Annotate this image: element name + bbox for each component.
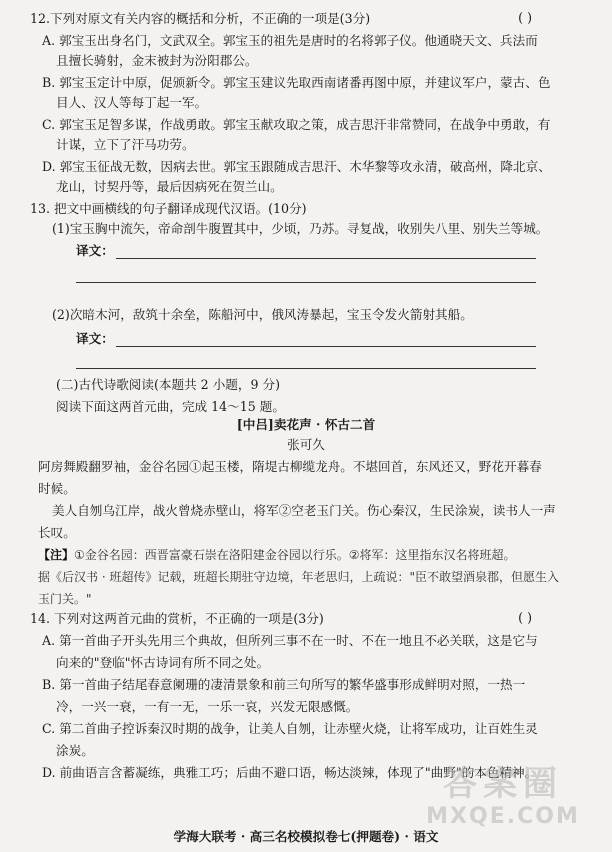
q13-sentence-2: (2)次暗木河，敌筑十余垒，陈船河中，俄风涛暴起，宝玉令发火箭射其船。 (52, 307, 473, 322)
q13-answer-line-2[interactable] (76, 282, 536, 283)
q13-stem: 13. 把文中画横线的句子翻译成现代汉语。(10分) (30, 201, 307, 216)
section-heading: (二)古代诗歌阅读(本题共 2 小题，9 分) (56, 377, 281, 392)
note-tag: 【注】 (38, 548, 75, 562)
q14-answer-paren: ( ) (518, 610, 532, 625)
q14-option-d: D. 前曲语言含蓄凝练，典雅工巧；后曲不避口语，畅达淡辣，体现了"曲野"的本色精神。 (42, 765, 538, 780)
poem-2-line-2: 长叹。 (38, 525, 76, 540)
q14-option-c: C. 第二首曲子控诉秦汉时期的战争，让美人自刎，让赤壁火烧，让将军成功，让百姓生灵 (42, 721, 538, 736)
poem-note-line-2: 据《后汉书 · 班超传》记载，班超长期驻守边境，年老思归，上疏说："臣不敢望酒泉郡，但愿生入 (38, 570, 559, 584)
q12-option-b-cont: 目人、汉人等每丁起一军。 (56, 95, 208, 110)
watermark-top: 答案圈 (443, 764, 563, 804)
q13-translation-label-1: 译文： (76, 243, 114, 258)
q13-answer-line-4[interactable] (76, 368, 536, 369)
poem-1-line-1: 阿房舞殿翻罗袖，金谷名园①起玉楼，隋堤古柳缆龙舟。不堪回首，东风还又，野花开暮春 (38, 459, 542, 474)
q14-stem: 14. 下列对这两首元曲的赏析，不正确的一项是(3分) (30, 611, 324, 626)
q12-option-a-cont: 且擅长骑射，金末被封为汾阳郡公。 (56, 53, 258, 68)
poem-1-line-2: 时候。 (38, 481, 76, 496)
poem-title: [中吕]卖花声 · 怀古二首 (236, 417, 376, 432)
q12-option-a: A. 郭宝玉出身名门，文武双全。郭宝玉的祖先是唐时的名将郭子仪。他通晓天文、兵法而 (42, 33, 538, 48)
q12-stem: 12.下列对原文有关内容的概括和分析，不正确的一项是(3分) (30, 11, 371, 26)
q14-option-a: A. 第一首曲子开头先用三个典故，但所列三事不在一时、不在一地且不必关联，这是它与 (42, 633, 538, 648)
page-footer: 学海大联考 · 高三名校模拟卷七(押题卷) · 语文 (173, 829, 439, 844)
q12-option-c: C. 郭宝玉足智多谋，作战勇敢。郭宝玉献攻取之策，成吉思汗非常赞同，在战争中勇敢，有 (42, 117, 551, 132)
q14-option-a-cont: 向来的"登临"怀古诗词有所不同之处。 (56, 655, 270, 670)
q12-answer-paren: ( ) (518, 10, 532, 25)
poem-note-line-1: 【注】①金谷名园：西晋富豪石崇在洛阳建金谷园以行乐。②将军：这里指东汉名将班超。 (38, 548, 516, 562)
q14-option-c-cont: 涂炭。 (56, 743, 94, 758)
q12-option-d-cont: 龙山，讨契丹等，最后因病死在贺兰山。 (56, 179, 283, 194)
poem-author: 张可久 (287, 437, 325, 452)
poem-2-line-1: 美人自刎乌江岸，战火曾烧赤壁山，将军②空老玉门关。伤心秦汉，生民涂炭，读书人一声 (52, 503, 556, 518)
q14-option-b-cont: 冷，一兴一衰，一有一无，一乐一哀，兴发无限感慨。 (56, 699, 359, 714)
section-intro: 阅读下面这两首元曲，完成 14～15 题。 (56, 399, 285, 414)
q13-translation-label-2: 译文： (76, 331, 114, 346)
q13-answer-line-1[interactable] (116, 258, 536, 259)
q14-option-b: B. 第一首曲子结尾春意阑珊的凄清景象和前三句所写的繁华盛事形成鲜明对照，一热一 (42, 677, 526, 692)
watermark-bottom: MXQE.COM (426, 804, 580, 829)
q13-answer-line-3[interactable] (116, 346, 536, 347)
poem-note-line-3: 玉门关。" (38, 592, 92, 606)
q12-option-c-cont: 计谋，立下了汗马功劳。 (56, 137, 195, 152)
q13-sentence-1: (1)宝玉胸中流矢，帝命剖牛腹置其中，少顷，乃苏。寻复战，收别失八里、别失兰等城。 (52, 221, 549, 236)
q12-option-d: D. 郭宝玉征战无数，因病去世。郭宝玉跟随成吉思汗、木华黎等攻永清，破高州，降北京、 (42, 159, 551, 174)
watermark-logo (408, 764, 598, 844)
q12-option-b: B. 郭宝玉定计中原，促颁新令。郭宝玉建议先取西南诸番再图中原，并建议军户，蒙古、色 (42, 75, 551, 90)
